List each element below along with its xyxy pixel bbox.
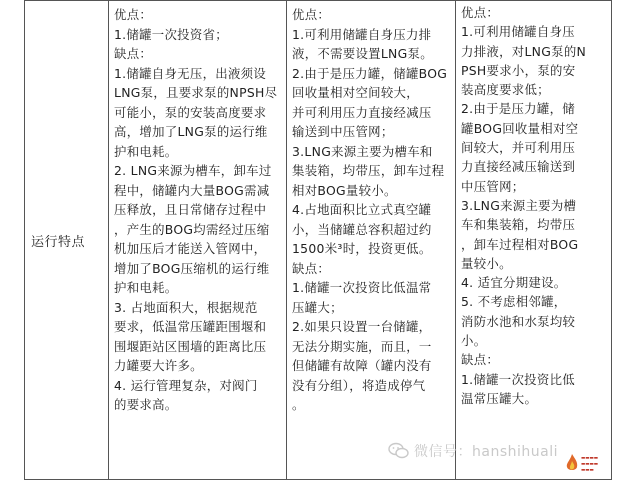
text-line: 的要求高。 xyxy=(114,397,178,412)
text-line: 缺点： xyxy=(292,260,331,276)
text-line: 缺点： xyxy=(114,46,153,61)
text-line: 小，当储罐总容积超过约 xyxy=(292,221,432,237)
text-line: 1.储罐一次投资省； xyxy=(114,26,228,42)
text-line: 3.LNG来源主要为槽 xyxy=(461,197,577,213)
text-line: 温常压罐大。 xyxy=(461,390,538,406)
text-line: 集装箱，均带压，卸车过程 xyxy=(292,163,445,178)
text-line: 压释放，且日常储存过程中 xyxy=(114,202,267,217)
text-line: 机加压后才能送入管网中， xyxy=(114,241,267,256)
column-2-cell xyxy=(287,1,456,480)
text-line: 缺点： xyxy=(461,352,500,368)
text-line: 输送到中压管网； xyxy=(292,124,394,139)
text-line: 液，不需要设置LNG泵。 xyxy=(292,46,433,61)
text-line: 1500米³时，投资更低。 xyxy=(292,241,432,256)
text-line: 优点： xyxy=(114,7,153,22)
text-line: 3.LNG来源主要为槽车和 xyxy=(292,143,433,159)
text-line: 消防水池和水泵均较 xyxy=(461,313,576,329)
text-line: 1.可利用储罐自身压 xyxy=(461,24,575,40)
column-3-cell xyxy=(456,1,612,480)
column-1-cell xyxy=(109,1,287,480)
text-line: 力排液，对LNG泵的N xyxy=(461,43,587,59)
text-line: 量较小。 xyxy=(461,255,512,271)
flame-logo-icon xyxy=(565,453,579,477)
chat-bubble-icon xyxy=(388,442,410,460)
text-line: 回收量相对空间较大， xyxy=(292,85,419,100)
column-3-text xyxy=(456,1,611,408)
text-line: 3. 占地面积大，根据规范 xyxy=(114,299,258,315)
text-line: 1.储罐自身无压，出液须设 xyxy=(114,65,267,81)
text-line: 2.如果只设置一台储罐， xyxy=(292,319,432,334)
text-line: 4. 适宜分期建设。 xyxy=(461,275,567,291)
text-line: 并可利用压力直接经减压 xyxy=(292,104,432,120)
text-line: 1.储罐一次投资比低 xyxy=(461,371,575,387)
text-line: 小。 xyxy=(461,333,487,349)
text-line: 间较大，并可利用压 xyxy=(461,140,576,156)
text-line: 程中，储罐内大量BOG需减 xyxy=(114,182,270,198)
text-line: 无法分期实施，而且，一 xyxy=(292,338,432,354)
text-line: ，卸车过程相对BOG xyxy=(461,236,579,252)
text-line: 中压管网； xyxy=(461,178,525,194)
text-line: 力罐要大许多。 xyxy=(114,358,203,373)
text-line: 罐BOG回收量相对空 xyxy=(461,120,579,136)
text-line: 高，增加了LNG泵的运行维 xyxy=(114,124,268,139)
text-line: 装高度要求低； xyxy=(461,82,550,98)
text-line: 但储罐有故障（罐内没有 xyxy=(292,358,432,373)
text-line: 力直接经减压输送到 xyxy=(461,159,576,175)
text-line: ，产生的BOG均需经过压缩 xyxy=(114,221,270,237)
watermark xyxy=(388,441,558,461)
column-2-text xyxy=(287,1,455,415)
text-line: 护和电耗。 xyxy=(114,143,178,159)
text-line: 要求，低温常压罐距围堰和 xyxy=(114,319,267,334)
text-line: 5. 不考虑相邻罐， xyxy=(461,294,567,310)
text-line: 压罐大； xyxy=(292,299,343,315)
text-line: 优点： xyxy=(292,7,331,22)
text-line: 1.储罐一次投资比低温常 xyxy=(292,280,432,295)
text-line: 。 xyxy=(292,397,305,412)
text-line: 增加了BOG压缩机的运行维 xyxy=(114,260,270,276)
comparison-table xyxy=(24,0,612,480)
site-logo xyxy=(565,453,617,477)
text-line: 可能小，泵的安装高度要求 xyxy=(114,104,267,120)
text-line: 1.可利用储罐自身压力排 xyxy=(292,26,432,42)
text-line: 相对BOG量较小。 xyxy=(292,182,397,198)
text-line: 4. 运行管理复杂，对阀门 xyxy=(114,377,258,393)
text-line: 4.占地面积比立式真空罐 xyxy=(292,202,432,217)
text-line: 2. LNG来源为槽车，卸车过 xyxy=(114,163,272,178)
text-line: LNG泵，且要求泵的NPSH尽 xyxy=(114,85,278,100)
table-row xyxy=(25,1,612,480)
text-line: 没有分组），将造成停气 xyxy=(292,377,426,393)
watermark-text: 微信号：hanshihuali xyxy=(414,444,558,460)
row-label: 运行特点 xyxy=(31,234,86,250)
text-line: 护和电耗。 xyxy=(114,280,178,295)
text-line: 2.由于是压力罐，储罐BOG xyxy=(292,65,448,81)
text-line: PSH要求小，泵的安 xyxy=(461,62,576,78)
text-line: 2.由于是压力罐，储 xyxy=(461,101,575,117)
text-line: 优点： xyxy=(461,5,500,20)
text-line: 围堰距站区围墙的距离比压 xyxy=(114,338,267,354)
column-1-text xyxy=(109,1,286,415)
row-label-cell xyxy=(25,1,109,480)
logo-lettering: ▬▬▬▬ ▬▬▬▬ ▬▬▬ xyxy=(581,456,599,473)
text-line: 车和集装箱，均带压 xyxy=(461,217,576,233)
